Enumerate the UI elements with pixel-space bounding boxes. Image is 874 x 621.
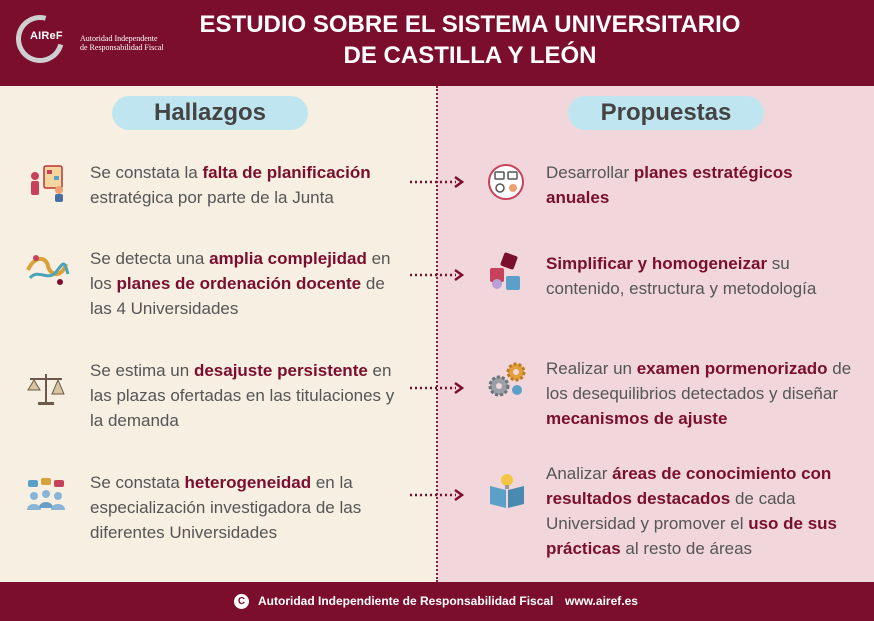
logo-subtitle-2: de Responsabilidad Fiscal [80,43,164,52]
arrow-right-icon [408,380,466,396]
proposal-text-4: Analizar áreas de conocimiento con resultados destacados de cada Universidad y promover el uso de sus prácticas al resto de áreas [546,464,838,558]
puzzle-icon [486,252,530,296]
arrow-right-icon [408,267,466,283]
title-line-2: DE CASTILLA Y LEÓN [343,42,597,69]
proposals-heading: Propuestas [568,96,764,130]
column-divider [436,86,438,582]
finding-text-4: Se constata heterogeneidad en la especialización investigadora de las diferentes Universidades [90,473,362,542]
arrow-right-icon [408,487,466,503]
header-banner [0,0,874,86]
footer-website-link[interactable]: www.airef.es [565,594,638,608]
finding-text-1: Se constata la falta de planificación estratégica por parte de la Junta [90,163,371,207]
copyright-icon: C [234,594,249,609]
proposal-text-2: Simplificar y homogeneizar su contenido, estructura y metodología [546,254,817,298]
team-research-icon [24,476,68,520]
finding-text-3: Se estima un desajuste persistente en las plazas ofertadas en las titulaciones y la demanda [90,361,395,430]
proposal-text-1: Desarrollar planes estratégicos anuales [546,163,793,207]
airef-logo [16,15,176,67]
balance-scale-icon [24,368,68,412]
maze-complexity-icon [24,248,68,292]
strategy-board-icon [486,162,530,206]
arrow-right-icon [408,174,466,190]
finding-text-2: Se detecta una amplia complejidad en los planes de ordenación docente de las 4 Universidades [90,249,391,318]
proposal-text-3: Realizar un examen pormenorizado de los desequilibrios detectados y diseñar mecanismos de ajuste [546,359,852,428]
findings-heading: Hallazgos [112,96,308,130]
footer-organization: Autoridad Independiente de Responsabilidad Fiscal [258,594,554,608]
page-title [180,9,760,71]
logo-subtitle-1: Autoridad Independente [80,34,158,43]
footer [0,582,874,621]
book-idea-icon [486,470,530,514]
gears-icon [486,360,530,404]
logo-mark: AIReF [30,30,63,42]
title-line-1: ESTUDIO SOBRE EL SISTEMA UNIVERSITARIO [199,11,741,38]
planning-people-icon [26,160,70,204]
